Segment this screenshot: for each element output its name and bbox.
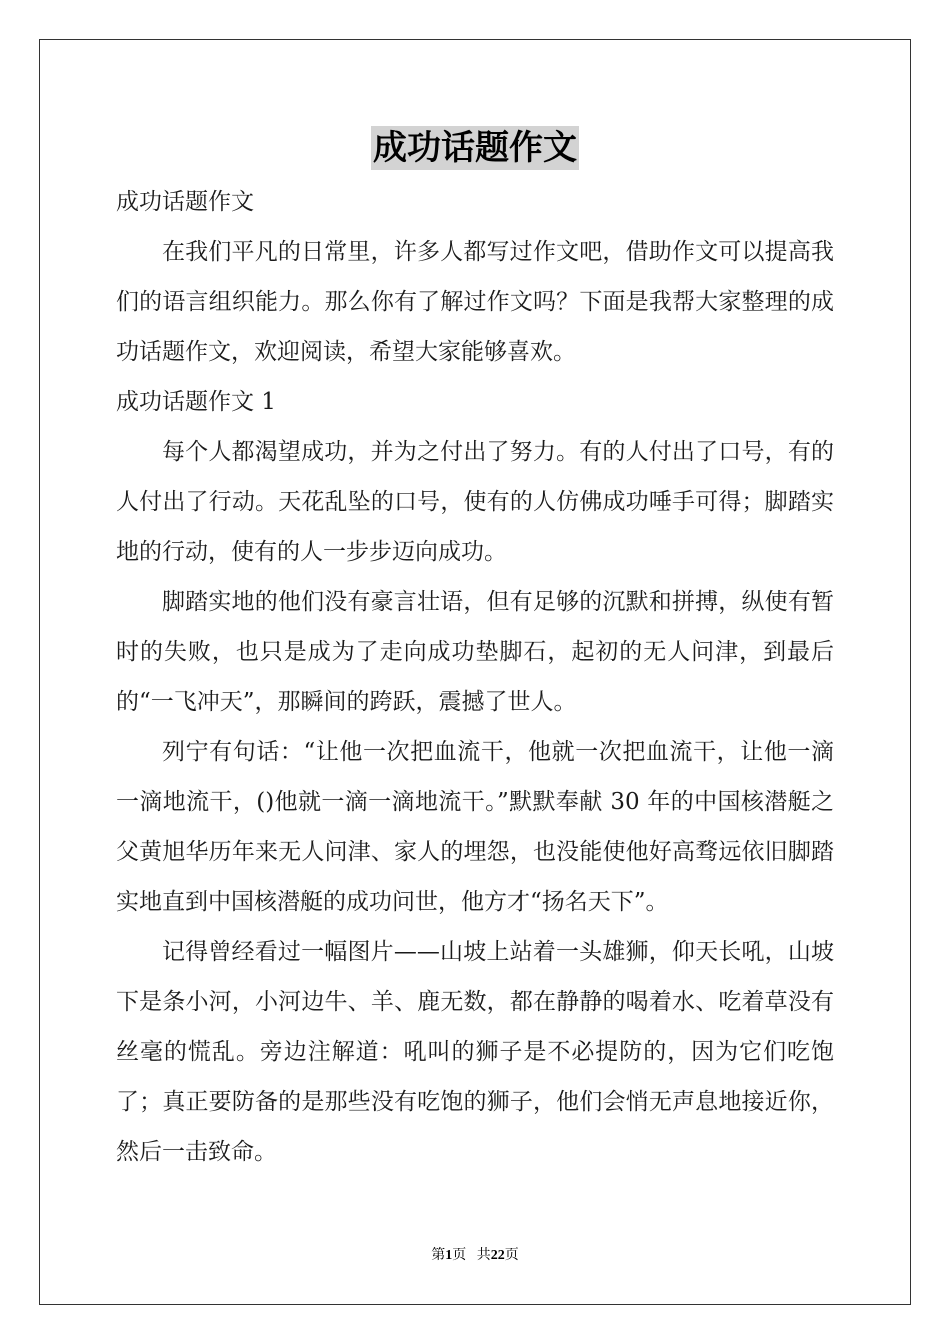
paragraph-subtitle: 成功话题作文 <box>116 189 254 215</box>
paragraph-body: 脚踏实地的他们没有豪言壮语，但有足够的沉默和拼搏，纵使有暂时的失败，也只是成为了走向成功垫脚石，起初的无人问津，到最后的“一飞冲天”，那瞬间的跨跃，震撼了世人。 <box>116 589 834 715</box>
title-container <box>0 126 950 170</box>
document-body <box>116 177 834 1177</box>
page-current: 1 <box>445 1248 453 1263</box>
paragraph-heading-essay-1: 成功话题作文 1 <box>116 389 276 415</box>
total-unit: 页 <box>504 1248 519 1263</box>
paragraph-body: 记得曾经看过一幅图片——山坡上站着一头雄狮，仰天长吼，山坡下是条小河，小河边牛、羊、鹿无数，都在静静的喝着水、吃着草没有丝毫的慌乱。旁边注解道：吼叫的狮子是不必提防的，因为它们吃饱了；真正要防备的是那些没有吃饱的狮子，他们会悄无声息地接近你，然后一击致命。 <box>116 939 834 1165</box>
paragraph-intro: 在我们平凡的日常里，许多人都写过作文吧，借助作文可以提高我们的语言组织能力。那么你有了解过作文吗？下面是我帮大家整理的成功话题作文，欢迎阅读，希望大家能够喜欢。 <box>116 239 834 365</box>
page-total: 22 <box>490 1248 505 1263</box>
paragraph-body: 列宁有句话：“让他一次把血流干，他就一次把血流干，让他一滴一滴地流干，()他就一滴一滴地流干。”默默奉献 30 年的中国核潜艇之父黄旭华历年来无人问津、家人的埋怨，也没能使他好高骛远依旧脚踏实地直到中国核潜艇的成功问世，他方才“扬名天下”。 <box>116 739 834 915</box>
page-prefix: 第 <box>431 1248 446 1263</box>
page-unit: 页 <box>452 1248 467 1263</box>
paragraph-body: 每个人都渴望成功，并为之付出了努力。有的人付出了口号，有的人付出了行动。天花乱坠的口号，使有的人仿佛成功唾手可得；脚踏实地的行动，使有的人一步步迈向成功。 <box>116 439 834 565</box>
total-prefix: 共 <box>476 1248 491 1263</box>
page-footer <box>0 1246 950 1266</box>
document-title: 成功话题作文 <box>373 128 577 168</box>
